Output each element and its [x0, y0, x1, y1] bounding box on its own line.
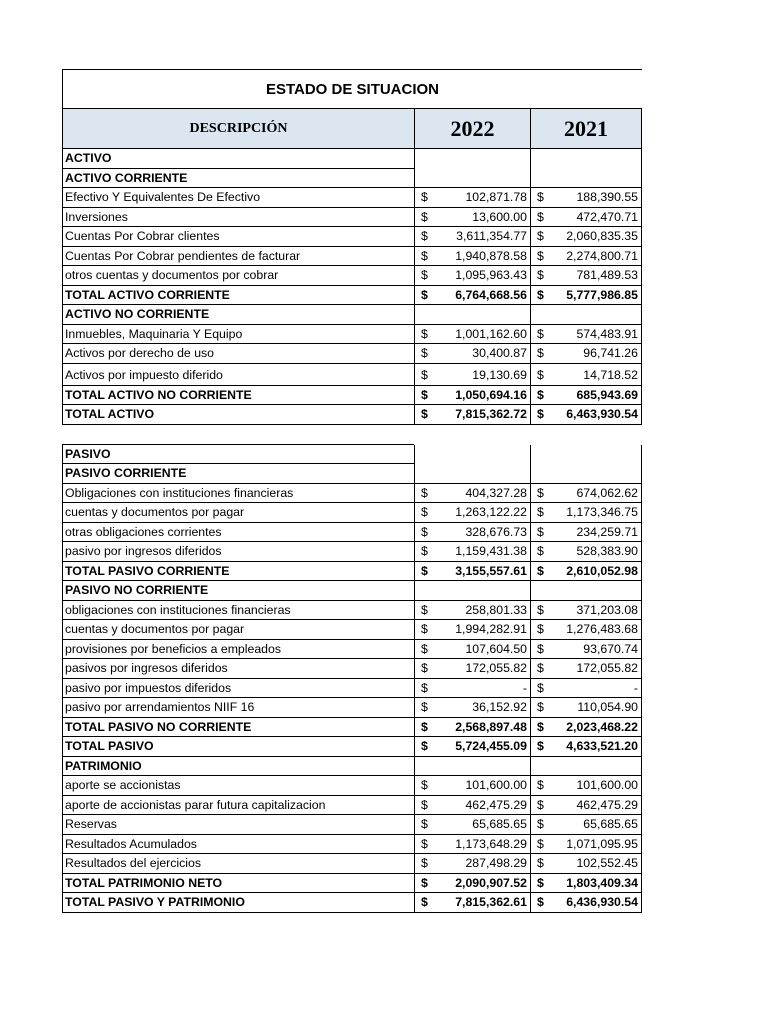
currency-symbol: $: [421, 407, 428, 421]
currency-symbol: $: [537, 485, 544, 500]
currency-symbol: $: [537, 680, 544, 695]
value-2021-cell: [530, 815, 642, 835]
currency-symbol: $: [537, 661, 544, 675]
table-row: [62, 344, 642, 364]
currency-symbol: $: [421, 739, 428, 753]
value-2022-cell: [414, 523, 530, 543]
currency-symbol: $: [537, 700, 544, 714]
value-2022-cell: [414, 445, 530, 465]
value-2021-cell: [530, 325, 642, 345]
currency-symbol: $: [421, 641, 428, 656]
amount: 30,400.87: [472, 346, 527, 360]
row-label: PASIVO CORRIENTE: [62, 464, 414, 484]
amount: 2,023,468.22: [566, 719, 638, 734]
value-2021-cell: [530, 484, 642, 504]
currency-symbol: $: [421, 602, 428, 617]
value-2021-cell: [530, 835, 642, 855]
value-2021-cell: [530, 364, 642, 386]
currency-symbol: $: [537, 407, 544, 421]
currency-symbol: $: [421, 817, 428, 831]
row-label: Activos por derecho de uso: [62, 344, 414, 364]
value-2021-cell: [530, 464, 642, 484]
currency-symbol: $: [421, 346, 428, 360]
table-row: [62, 815, 642, 835]
row-label: cuentas y documentos por pagar: [62, 503, 414, 523]
description-header: DESCRIPCIÓN: [62, 109, 414, 149]
amount: 4,633,521.20: [566, 739, 638, 753]
value-2021-cell: [530, 757, 642, 777]
amount: 287,498.29: [465, 856, 527, 870]
currency-symbol: $: [537, 719, 544, 734]
row-label: ACTIVO: [62, 149, 414, 169]
amount: 1,940,878.58: [455, 248, 527, 263]
row-label: Inmuebles, Maquinaria Y Equipo: [62, 325, 414, 345]
currency-symbol: $: [537, 563, 544, 578]
section-header-row: [62, 581, 642, 601]
amount: 258,801.33: [465, 602, 527, 617]
value-2021-cell: [530, 305, 642, 325]
amount: 172,055.82: [576, 661, 638, 675]
row-label: Efectivo Y Equivalentes De Efectivo: [62, 188, 414, 208]
value-2022-cell: [414, 286, 530, 306]
value-2022-cell: [414, 542, 530, 562]
value-2021-cell: [530, 405, 642, 425]
table-row: [62, 776, 642, 796]
row-label: PASIVO NO CORRIENTE: [62, 581, 414, 601]
amount: 65,685.65: [472, 817, 527, 831]
amount: 101,600.00: [465, 778, 527, 792]
amount: 7,815,362.61: [455, 895, 527, 909]
row-label: Cuentas Por Cobrar pendientes de facturar: [62, 247, 414, 267]
currency-symbol: $: [421, 856, 428, 870]
amount: 1,994,282.91: [455, 622, 527, 636]
currency-symbol: $: [421, 209, 428, 224]
amount: 674,062.62: [576, 485, 638, 500]
row-label: Inversiones: [62, 208, 414, 228]
amount: 1,095,963.43: [455, 268, 527, 282]
row-label: cuentas y documentos por pagar: [62, 620, 414, 640]
currency-symbol: $: [537, 797, 544, 812]
amount: 472,470.71: [576, 209, 638, 224]
value-2022-cell: [414, 620, 530, 640]
value-2022-cell: [414, 503, 530, 523]
table-row: [62, 796, 642, 816]
currency-symbol: $: [537, 778, 544, 792]
value-2021-cell: [530, 659, 642, 679]
amount: 5,724,455.09: [455, 739, 527, 753]
currency-symbol: $: [421, 544, 428, 558]
row-label: Activos por impuesto diferido: [62, 364, 414, 386]
value-2022-cell: [414, 874, 530, 894]
value-2022-cell: [414, 149, 530, 169]
value-2022-cell: [414, 562, 530, 582]
currency-symbol: $: [421, 778, 428, 792]
value-2021-cell: [530, 344, 642, 364]
currency-symbol: $: [421, 622, 428, 636]
amount: 1,071,095.95: [566, 836, 638, 851]
amount: 19,130.69: [472, 367, 527, 382]
amount: 371,203.08: [576, 602, 638, 617]
row-label: TOTAL PASIVO NO CORRIENTE: [62, 718, 414, 738]
table-row: [62, 640, 642, 660]
row-label: PATRIMONIO: [62, 757, 414, 777]
amount: 107,604.50: [465, 641, 527, 656]
amount: 404,327.28: [465, 485, 527, 500]
row-label: TOTAL PASIVO CORRIENTE: [62, 562, 414, 582]
section-header-row: [62, 305, 642, 325]
amount: 101,600.00: [576, 778, 638, 792]
amount: 65,685.65: [583, 817, 638, 831]
value-2022-cell: [414, 386, 530, 406]
amount: -: [522, 680, 527, 695]
row-label: PASIVO: [62, 445, 414, 465]
header-row: [62, 109, 642, 149]
sheet-title: ESTADO DE SITUACION: [62, 69, 642, 109]
value-2021-cell: [530, 247, 642, 267]
value-2021-cell: [530, 893, 642, 913]
value-2022-cell: [414, 640, 530, 660]
currency-symbol: $: [537, 817, 544, 831]
amount: 1,173,648.29: [455, 836, 527, 851]
currency-symbol: $: [537, 641, 544, 656]
row-label: Cuentas Por Cobrar clientes: [62, 227, 414, 247]
currency-symbol: $: [421, 797, 428, 812]
amount: 110,054.90: [577, 700, 638, 714]
value-2022-cell: [414, 737, 530, 757]
value-2022-cell: [414, 815, 530, 835]
value-2022-cell: [414, 208, 530, 228]
value-2021-cell: [530, 386, 642, 406]
value-2021-cell: [530, 227, 642, 247]
value-2021-cell: [530, 854, 642, 874]
row-label: Reservas: [62, 815, 414, 835]
row-label: ACTIVO NO CORRIENTE: [62, 305, 414, 325]
row-label: TOTAL PATRIMONIO NETO: [62, 874, 414, 894]
value-2022-cell: [414, 581, 530, 601]
currency-symbol: $: [421, 387, 428, 402]
value-2022-cell: [414, 484, 530, 504]
value-2022-cell: [414, 169, 530, 189]
currency-symbol: $: [537, 387, 544, 402]
table-row: [62, 620, 642, 640]
value-2021-cell: [530, 445, 642, 465]
table-row: [62, 698, 642, 718]
currency-symbol: $: [421, 700, 428, 714]
row-label: Resultados Acumulados: [62, 835, 414, 855]
table-row: [62, 503, 642, 523]
row-label: provisiones por beneficios a empleados: [62, 640, 414, 660]
currency-symbol: $: [421, 268, 428, 282]
amount: 1,263,122.22: [455, 505, 527, 519]
value-2022-cell: [414, 344, 530, 364]
currency-symbol: $: [421, 680, 428, 695]
section-header-row: [62, 757, 642, 777]
value-2022-cell: [414, 698, 530, 718]
amount: 1,173,346.75: [566, 505, 638, 519]
value-2022-cell: [414, 325, 530, 345]
currency-symbol: $: [537, 544, 544, 558]
currency-symbol: $: [537, 856, 544, 870]
currency-symbol: $: [421, 505, 428, 519]
value-2022-cell: [414, 405, 530, 425]
row-label: obligaciones con instituciones financieras: [62, 601, 414, 621]
value-2021-cell: [530, 188, 642, 208]
currency-symbol: $: [537, 287, 544, 302]
currency-symbol: $: [421, 287, 428, 302]
currency-symbol: $: [421, 248, 428, 263]
amount: 6,764,668.56: [455, 287, 527, 302]
amount: 462,475.29: [576, 797, 638, 812]
currency-symbol: $: [537, 326, 544, 341]
value-2022-cell: [414, 601, 530, 621]
amount: 102,871.78: [465, 190, 527, 204]
value-2021-cell: [530, 718, 642, 738]
row-label: TOTAL ACTIVO NO CORRIENTE: [62, 386, 414, 406]
amount: 234,259.71: [576, 524, 638, 539]
total-row: [62, 737, 642, 757]
amount: 3,611,354.77: [456, 229, 527, 243]
value-2022-cell: [414, 227, 530, 247]
amount: 685,943.69: [576, 387, 638, 402]
value-2021-cell: [530, 640, 642, 660]
section-header-row: [62, 149, 642, 169]
total-row: [62, 286, 642, 306]
value-2021-cell: [530, 523, 642, 543]
table-row: [62, 523, 642, 543]
amount: 14,718.52: [583, 367, 638, 382]
amount: 574,483.91: [576, 326, 638, 341]
value-2021-cell: [530, 208, 642, 228]
amount: 6,463,930.54: [566, 407, 638, 421]
amount: 2,274,800.71: [566, 248, 638, 263]
currency-symbol: $: [421, 326, 428, 341]
value-2022-cell: [414, 464, 530, 484]
currency-symbol: $: [537, 229, 544, 243]
row-label: TOTAL PASIVO: [62, 737, 414, 757]
section-header-row: [62, 445, 642, 465]
currency-symbol: $: [537, 739, 544, 753]
value-2021-cell: [530, 149, 642, 169]
value-2022-cell: [414, 893, 530, 913]
amount: 2,060,835.35: [566, 229, 638, 243]
currency-symbol: $: [537, 622, 544, 636]
currency-symbol: $: [537, 875, 544, 890]
currency-symbol: $: [537, 505, 544, 519]
value-2022-cell: [414, 188, 530, 208]
currency-symbol: $: [537, 367, 544, 382]
amount: 172,055.82: [465, 661, 527, 675]
currency-symbol: $: [421, 719, 428, 734]
year-2021-header: 2021: [530, 109, 642, 149]
value-2022-cell: [414, 796, 530, 816]
row-label: ACTIVO CORRIENTE: [62, 169, 414, 189]
value-2021-cell: [530, 286, 642, 306]
table-row: [62, 227, 642, 247]
amount: 2,610,052.98: [566, 563, 638, 578]
amount: 102,552.45: [576, 856, 638, 870]
total-row: [62, 405, 642, 425]
amount: 3,155,557.61: [455, 563, 527, 578]
amount: 188,390.55: [576, 190, 638, 204]
row-label: Obligaciones con instituciones financieras: [62, 484, 414, 504]
amount: 36,152.92: [472, 700, 527, 714]
balance-sheet-table: [62, 69, 642, 913]
currency-symbol: $: [421, 229, 428, 243]
amount: 462,475.29: [465, 797, 527, 812]
value-2021-cell: [530, 796, 642, 816]
currency-symbol: $: [421, 895, 428, 909]
total-row: [62, 562, 642, 582]
table-row: [62, 659, 642, 679]
value-2022-cell: [414, 718, 530, 738]
currency-symbol: $: [421, 563, 428, 578]
amount: 1,159,431.38: [455, 544, 527, 558]
table-row: [62, 484, 642, 504]
value-2022-cell: [414, 854, 530, 874]
amount: 1,001,162.60: [455, 326, 527, 341]
value-2021-cell: [530, 562, 642, 582]
value-2021-cell: [530, 776, 642, 796]
amount: 1,276,483.68: [566, 622, 638, 636]
currency-symbol: $: [537, 524, 544, 539]
amount: 6,436,930.54: [566, 895, 638, 909]
total-row: [62, 386, 642, 406]
currency-symbol: $: [421, 190, 428, 204]
currency-symbol: $: [537, 190, 544, 204]
amount: 93,670.74: [583, 641, 638, 656]
value-2021-cell: [530, 542, 642, 562]
table-row: [62, 266, 642, 286]
value-2022-cell: [414, 247, 530, 267]
currency-symbol: $: [421, 485, 428, 500]
blank-cell: [62, 425, 414, 445]
value-2021-cell: [530, 266, 642, 286]
row-label: TOTAL ACTIVO: [62, 405, 414, 425]
amount: 13,600.00: [472, 209, 527, 224]
row-label: pasivo por impuestos diferidos: [62, 679, 414, 699]
value-2022-cell: [414, 659, 530, 679]
year-2022-header: 2022: [414, 109, 530, 149]
table-body: [62, 149, 642, 913]
value-2021-cell: [530, 679, 642, 699]
currency-symbol: $: [421, 875, 428, 890]
value-2021-cell: [530, 503, 642, 523]
value-2021-cell: [530, 874, 642, 894]
row-label: aporte de accionistas parar futura capitalizacion: [62, 796, 414, 816]
amount: 5,777,986.85: [566, 287, 638, 302]
value-2022-cell: [414, 364, 530, 386]
row-label: aporte se accionistas: [62, 776, 414, 796]
value-2021-cell: [530, 169, 642, 189]
row-label: TOTAL ACTIVO CORRIENTE: [62, 286, 414, 306]
value-2021-cell: [530, 620, 642, 640]
blank-row: [62, 425, 642, 445]
currency-symbol: $: [421, 836, 428, 851]
value-2022-cell: [414, 757, 530, 777]
table-row: [62, 208, 642, 228]
value-2022-cell: [414, 835, 530, 855]
row-label: otros cuentas y documentos por cobrar: [62, 266, 414, 286]
value-2022-cell: [414, 305, 530, 325]
value-2021-cell: [530, 698, 642, 718]
value-2021-cell: [530, 601, 642, 621]
currency-symbol: $: [421, 661, 428, 675]
currency-symbol: $: [421, 367, 428, 382]
row-label: pasivos por ingresos diferidos: [62, 659, 414, 679]
table-row: [62, 325, 642, 345]
amount: 2,090,907.52: [455, 875, 527, 890]
value-2021-cell: [530, 581, 642, 601]
amount: 528,383.90: [576, 544, 638, 558]
row-label: TOTAL PASIVO Y PATRIMONIO: [62, 893, 414, 913]
amount: 781,489.53: [576, 268, 638, 282]
row-label: otras obligaciones corrientes: [62, 523, 414, 543]
amount: 1,803,409.34: [566, 875, 638, 890]
currency-symbol: $: [537, 346, 544, 360]
currency-symbol: $: [537, 248, 544, 263]
amount: 2,568,897.48: [455, 719, 527, 734]
total-row: [62, 718, 642, 738]
amount: 96,741.26: [583, 346, 638, 360]
value-2021-cell: [530, 737, 642, 757]
amount: 7,815,362.72: [455, 407, 527, 421]
table-row: [62, 542, 642, 562]
currency-symbol: $: [537, 895, 544, 909]
row-label: Resultados del ejercicios: [62, 854, 414, 874]
currency-symbol: $: [537, 209, 544, 224]
table-row: [62, 188, 642, 208]
currency-symbol: $: [537, 602, 544, 617]
value-2022-cell: [414, 679, 530, 699]
section-header-row: [62, 464, 642, 484]
table-row: [62, 247, 642, 267]
amount: -: [633, 680, 638, 695]
value-2022-cell: [414, 266, 530, 286]
row-label: pasivo por ingresos diferidos: [62, 542, 414, 562]
table-row: [62, 835, 642, 855]
currency-symbol: $: [537, 836, 544, 851]
currency-symbol: $: [421, 524, 428, 539]
table-row: [62, 601, 642, 621]
table-row: [62, 854, 642, 874]
value-2022-cell: [414, 776, 530, 796]
table-row: [62, 679, 642, 699]
total-row: [62, 874, 642, 894]
amount: 328,676.73: [465, 524, 527, 539]
section-header-row: [62, 169, 642, 189]
table-row: [62, 364, 642, 386]
total-row: [62, 893, 642, 913]
amount: 1,050,694.16: [455, 387, 527, 402]
currency-symbol: $: [537, 268, 544, 282]
row-label: pasivo por arrendamientos NIIF 16: [62, 698, 414, 718]
